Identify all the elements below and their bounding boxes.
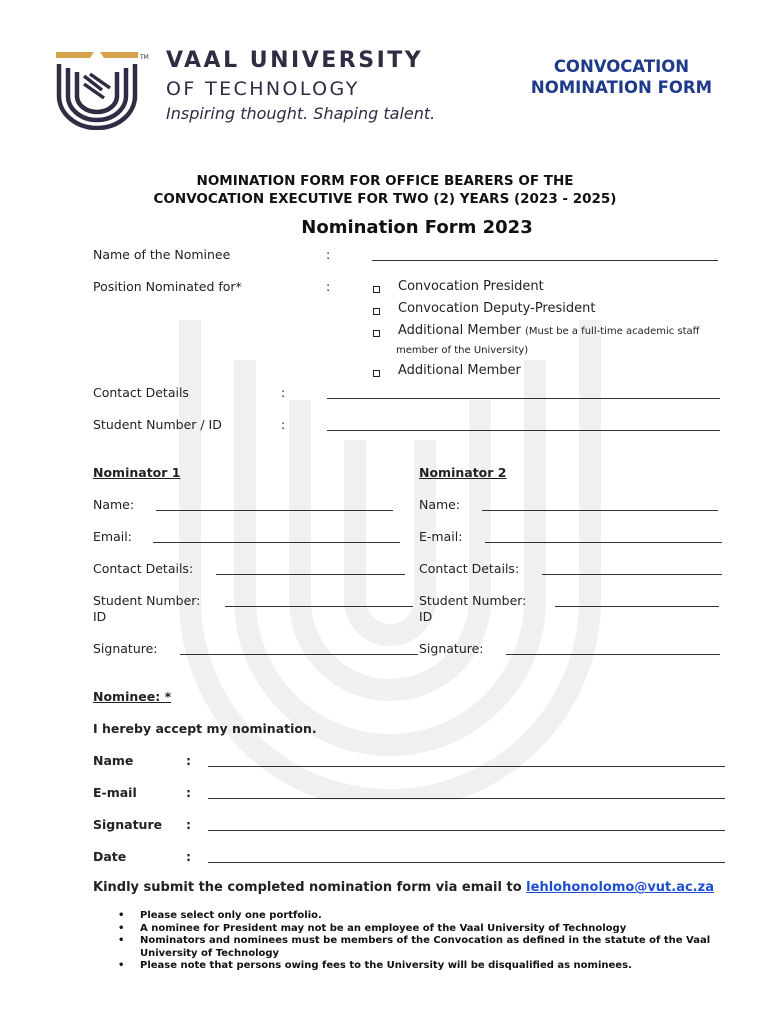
note-text: A nominee for President may not be an employee of the Vaal University of Technology <box>140 922 627 934</box>
option-additional-member-academic <box>398 323 700 338</box>
document-title-line1: CONVOCATION <box>553 57 690 76</box>
checkbox-additional-member-academic[interactable] <box>373 330 380 337</box>
vut-logo-icon <box>54 50 140 130</box>
nominator-2-contact-label: Contact Details: <box>419 561 520 576</box>
university-sub: OF TECHNOLOGY <box>166 78 360 100</box>
nominee-signature-label: Signature <box>93 817 163 832</box>
nominator-2-contact-field[interactable] <box>542 574 722 575</box>
nominator-2-title: Nominator 2 <box>419 465 507 480</box>
option-note: (Must be a full-time academic staff <box>525 326 700 337</box>
colon: : <box>186 785 191 800</box>
nominator-1-title: Nominator 1 <box>93 465 181 480</box>
nominator-1-signature-field[interactable] <box>180 654 418 655</box>
nominee-name-label: Name of the Nominee <box>93 247 231 262</box>
submit-text: Kindly submit the completed nomination form via email to <box>93 880 522 895</box>
nominee-name-field[interactable] <box>372 260 718 261</box>
nominator-1-name-field[interactable] <box>156 510 393 511</box>
form-heading <box>0 172 770 208</box>
acceptance-statement: I hereby accept my nomination. <box>93 721 317 736</box>
id-text: ID <box>419 609 433 624</box>
nominee-signature-field[interactable] <box>208 830 725 831</box>
option-president: Convocation President <box>398 279 544 294</box>
nominator-2-student-field[interactable] <box>555 606 719 607</box>
nominee-email-label: E-mail <box>93 785 137 800</box>
nominator-1-contact-label: Contact Details: <box>93 561 194 576</box>
form-subtitle: Nomination Form 2023 <box>301 217 533 238</box>
trademark-mark: TM <box>140 54 149 61</box>
colon: : <box>326 247 331 262</box>
nominee-email-field[interactable] <box>208 798 725 799</box>
note-item <box>118 935 738 960</box>
nominator-2-email-label: E-mail: <box>419 529 463 544</box>
student-number-field[interactable] <box>327 430 720 431</box>
colon: : <box>186 817 191 832</box>
option-label: Additional Member <box>398 323 521 338</box>
nominator-1-name-label: Name: <box>93 497 135 512</box>
nominator-1-email-field[interactable] <box>153 542 400 543</box>
note-item <box>118 910 738 923</box>
nominator-1-email-label: Email: <box>93 529 132 544</box>
checkbox-deputy-president[interactable] <box>373 308 380 315</box>
colon: : <box>186 849 191 864</box>
option-additional-member: Additional Member <box>398 363 521 378</box>
colon: : <box>281 385 286 400</box>
checkbox-president[interactable] <box>373 286 380 293</box>
checkbox-additional-member[interactable] <box>373 370 380 377</box>
colon: : <box>186 753 191 768</box>
student-number-text: Student Number: <box>93 593 201 608</box>
submit-instruction <box>93 880 714 895</box>
nominator-2-name-field[interactable] <box>482 510 718 511</box>
form-heading-line1: NOMINATION FORM FOR OFFICE BEARERS OF THE <box>196 173 574 189</box>
document-title-line2: NOMINATION FORM <box>530 78 712 97</box>
option-deputy-president: Convocation Deputy-President <box>398 301 596 316</box>
nominator-2-name-label: Name: <box>419 497 461 512</box>
nominator-1-contact-field[interactable] <box>216 574 405 575</box>
submit-email-link[interactable]: lehlohonolomo@vut.ac.za <box>526 880 714 895</box>
nominator-2-signature-label: Signature: <box>419 641 484 656</box>
nominator-1-signature-label: Signature: <box>93 641 158 656</box>
nominator-2-signature-field[interactable] <box>506 654 720 655</box>
position-label: Position Nominated for* <box>93 279 242 294</box>
student-number-label: Student Number / ID <box>93 417 222 432</box>
colon: : <box>326 279 331 294</box>
option-note-continued: member of the University) <box>396 345 529 356</box>
bullet: • <box>118 910 125 921</box>
note-text: Please note that persons owing fees to the University will be disqualified as nominees. <box>140 960 632 971</box>
nominator-2-email-field[interactable] <box>485 542 722 543</box>
student-number-text: Student Number: <box>419 593 527 608</box>
note-item <box>118 923 738 936</box>
notes-list <box>118 910 738 973</box>
note-item <box>118 960 738 973</box>
bullet: • <box>118 960 125 971</box>
nominee-date-label: Date <box>93 849 127 864</box>
nominee-name-signoff-field[interactable] <box>208 766 725 767</box>
nominee-name-label: Name <box>93 753 134 768</box>
contact-details-label: Contact Details <box>93 385 189 400</box>
nominee-date-field[interactable] <box>208 862 725 863</box>
note-text: Please select only one portfolio. <box>140 910 322 921</box>
contact-details-field[interactable] <box>327 398 720 399</box>
bullet: • <box>118 922 125 934</box>
document-title <box>531 56 712 98</box>
colon: : <box>281 417 286 432</box>
university-tagline: Inspiring thought. Shaping talent. <box>166 104 436 123</box>
nominator-2-student-label <box>419 593 526 625</box>
nominator-1-student-field[interactable] <box>225 606 413 607</box>
bullet: • <box>118 935 125 946</box>
nominator-1-student-label <box>93 593 200 625</box>
nominee-title: Nominee: * <box>93 689 172 704</box>
form-heading-line2: CONVOCATION EXECUTIVE FOR TWO (2) YEARS (2023 - 2025) <box>153 191 617 207</box>
id-text: ID <box>93 609 107 624</box>
university-name: VAAL UNIVERSITY <box>166 48 424 73</box>
note-text: Nominators and nominees must be members of the Convocation as defined in the statute of the Vaal University of Technology <box>140 935 711 959</box>
